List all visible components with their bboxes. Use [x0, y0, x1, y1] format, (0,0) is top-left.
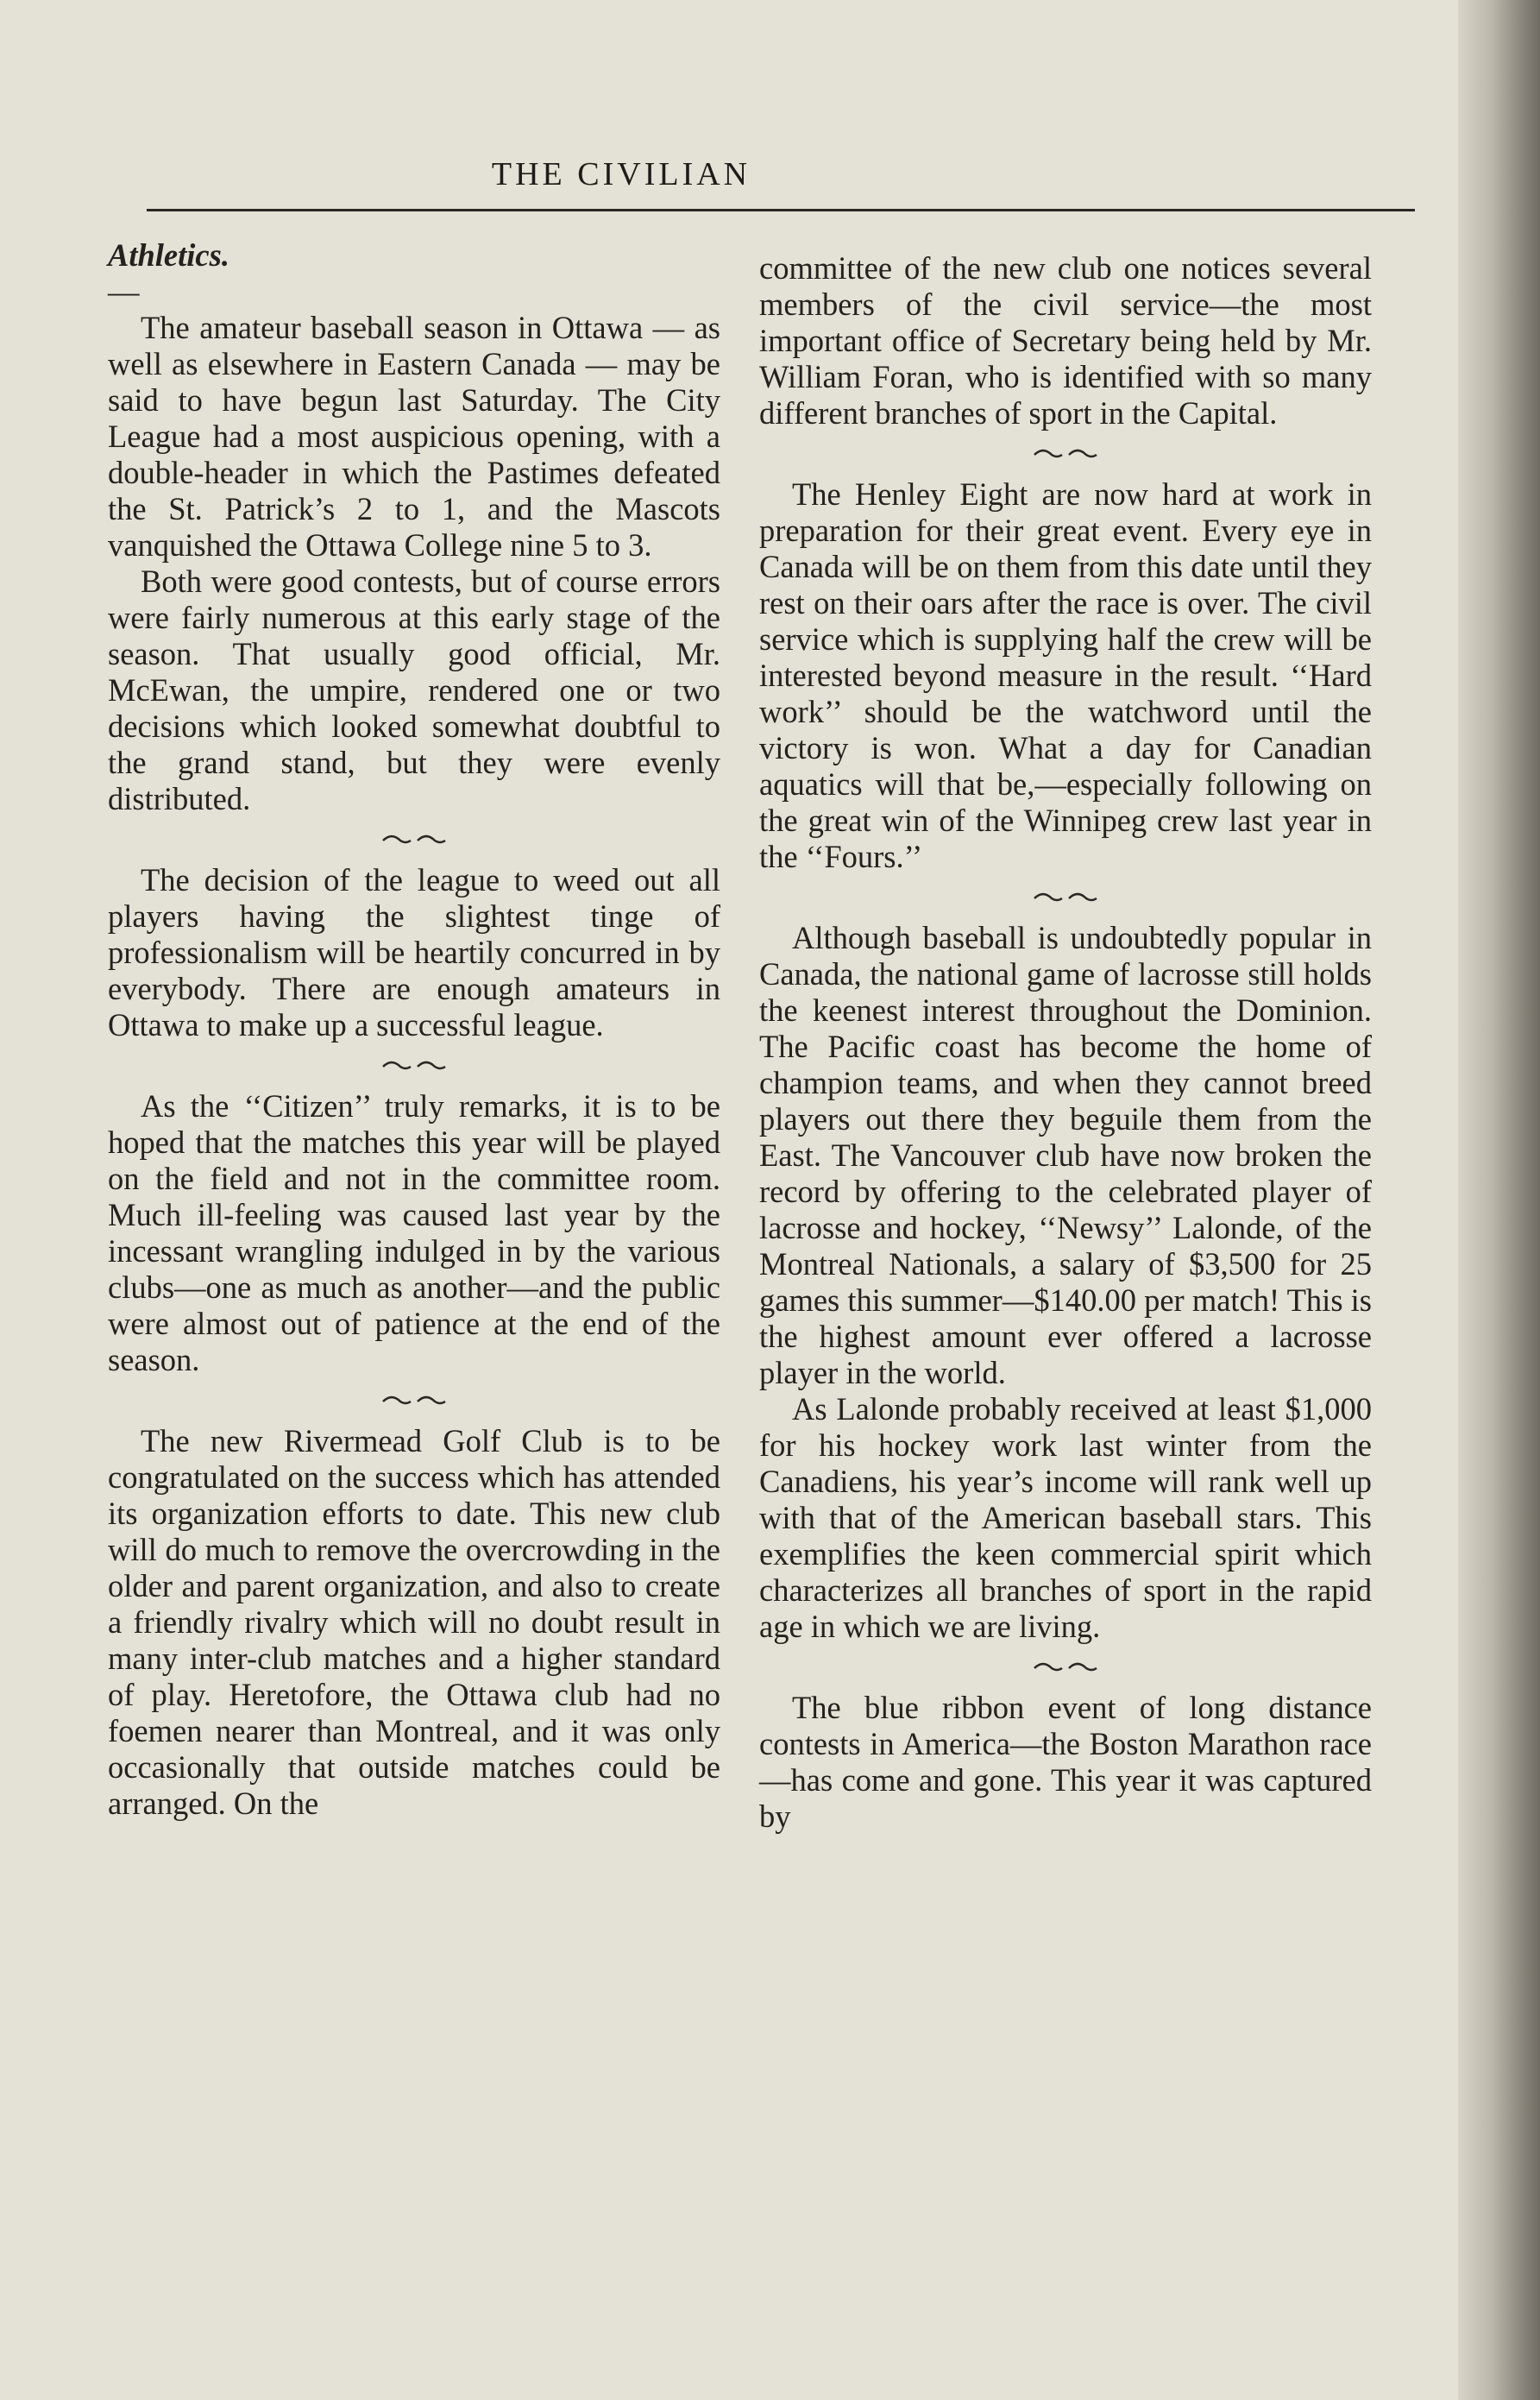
right-column — [759, 250, 1372, 1835]
ornament-divider — [759, 875, 1372, 920]
running-header: THE CIVILIAN — [491, 156, 751, 192]
section-title: Athletics. — [108, 237, 229, 273]
ornament-divider — [759, 431, 1372, 476]
ornament-divider — [759, 1645, 1372, 1690]
paragraph: Although baseball is undoubtedly popular in Canada, the national game of lacrosse still holds the keenest interest throughout the Dominion. The Pacific coast has become the home of champion teams, and when they cannot breed players out there they beguile them from the East. The Vancouver club have now broken the record by offering to the celebrated player of lacrosse and hockey, ‘‘Newsy’’ Lalonde, of the Montreal Nationals, a salary of $3,500 for 25 games this summer—$140.00 per match! This is the highest amount ever offered a lacrosse player in the world. — [759, 920, 1372, 1390]
title-dash: — — [108, 274, 140, 309]
paragraph: As the ‘‘Citizen’’ truly remarks, it is to be hoped that the matches this year will be played on the field and not in the committee room. Much ill-feeling was caused last year by the incessant wrangling indulged in by the various clubs—one as much as another—and the public were almost out of patience at the end of the season. — [108, 1088, 720, 1377]
paragraph: Both were good contests, but of course errors were fairly numerous at this early stage of the season. That usually good official, Mr. McEwan, the umpire, rendered one or two decisions which looked somewhat doubtful to the grand stand, but they were evenly distributed. — [108, 564, 720, 816]
paragraph: The decision of the league to weed out all players having the slightest tinge of professionalism will be heartily concurred in by everybody. There are enough amateurs in Ottawa to make up a successful league. — [108, 862, 720, 1043]
ornament-divider — [108, 817, 720, 862]
header-rule — [147, 209, 1415, 211]
paragraph: The Henley Eight are now hard at work in preparation for their great event. Every eye in Canada will be on them from this date until they rest on their oars after the race is over. The civil service which is supplying half the crew will be interested beyond measure in the result. ‘‘Hard work’’ should be the watchword until the victory is won. What a day for Canadian aquatics will that be,—especially following on the great win of the Winnipeg crew last year in the ‘‘Fours.’’ — [759, 476, 1372, 874]
paragraph: As Lalonde probably received at least $1,000 for his hockey work last winter from the Canadiens, his year’s income will rank well up with that of the American baseball stars. This exemplifies the keen commercial spirit which characterizes all branches of sport in the rapid age in which we are living. — [759, 1391, 1372, 1644]
paragraph: The blue ribbon event of long distance contests in America—the Boston Marathon race—has come and gone. This year it was captured by — [759, 1690, 1372, 1834]
ornament-divider — [108, 1378, 720, 1423]
binding-shadow — [1458, 0, 1540, 2400]
left-column — [108, 237, 720, 1822]
paragraph: The new Rivermead Golf Club is to be congratulated on the success which has attended its organization efforts to date. This new club will do much to remove the overcrowding in the older and parent organization, and also to create a friendly rivalry which will no doubt result in many inter-club matches and a higher standard of play. Heretofore, the Ottawa club had no foemen nearer than Montreal, and it was only occasionally that outside matches could be arranged. On the — [108, 1423, 720, 1821]
paragraph: The amateur baseball season in Ottawa — as well as elsewhere in Eastern Canada — may be said to have begun last Saturday. The City League had a most auspicious opening, with a double-header in which the Pastimes defeated the St. Patrick’s 2 to 1, and the Mascots vanquished the Ottawa College nine 5 to 3. — [108, 310, 720, 563]
ornament-divider — [108, 1043, 720, 1088]
paragraph: committee of the new club one notices several members of the civil service—the most important office of Secretary being held by Mr. William Foran, who is identified with so many different branches of sport in the Capital. — [759, 250, 1372, 431]
